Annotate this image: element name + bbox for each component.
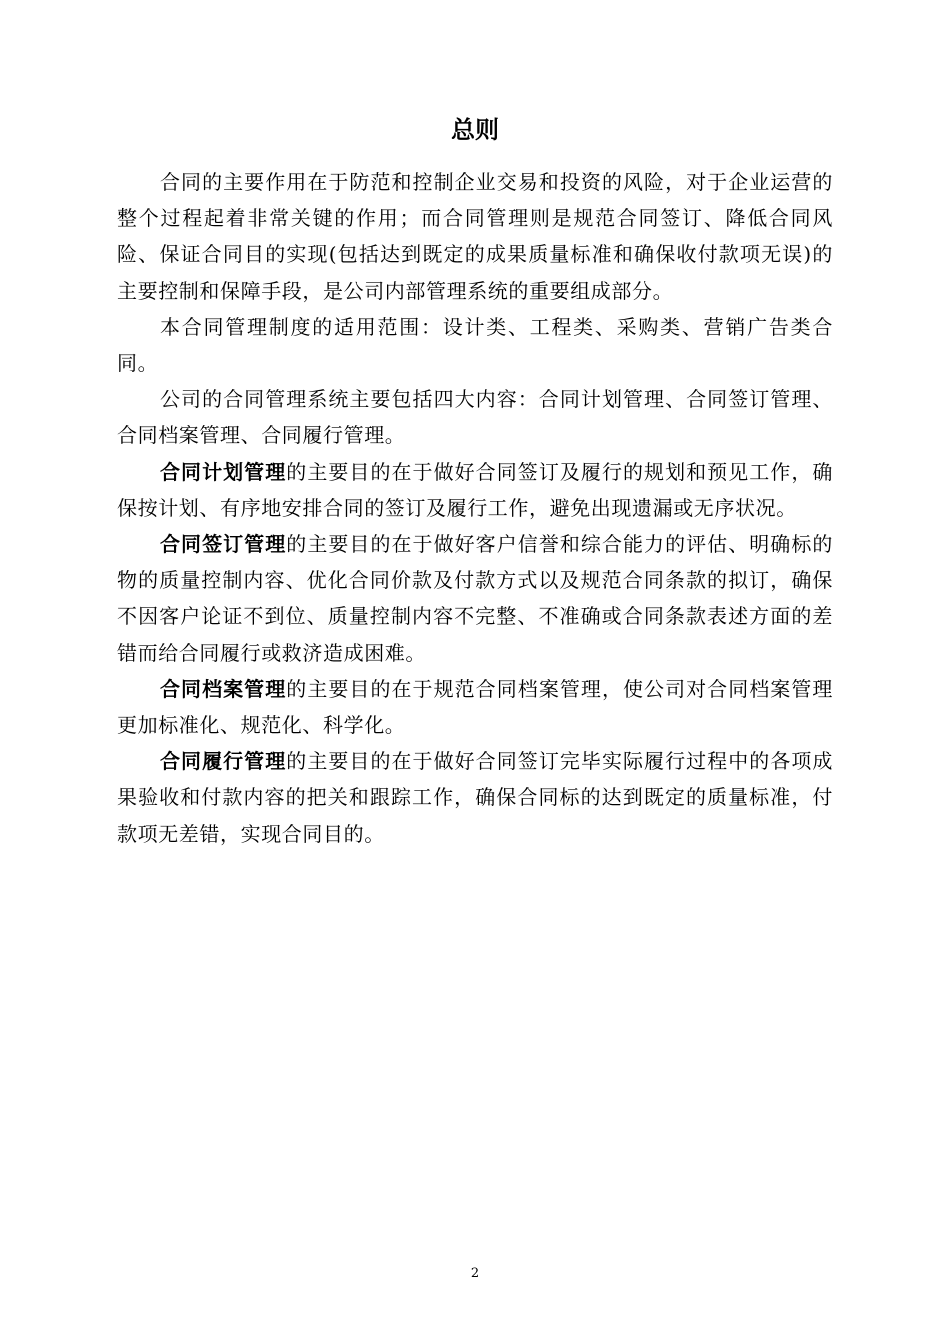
paragraph-lead-term: 合同履行管理 bbox=[160, 749, 287, 774]
paragraph-text: 的主要目的在于做好合同签订及履行的规划和预见工作，确保按计划、有序地安排合同的签订及履行工作，避免出现遗漏或无序状况。 bbox=[117, 459, 833, 520]
paragraph-text: 本合同管理制度的适用范围：设计类、工程类、采购类、营销广告类合同。 bbox=[117, 314, 833, 376]
paragraph-plan-management bbox=[117, 454, 833, 526]
paragraph-scope bbox=[117, 309, 833, 381]
page-title: 总则 bbox=[451, 116, 499, 144]
paragraph-text: 的主要目的在于做好客户信誉和综合能力的评估、明确标的物的质量控制内容、优化合同价款及付款方式以及规范合同条款的拟订，确保不因客户论证不到位、质量控制内容不完整、不准确或合同条款表述方面的差错而给合同履行或救济造成困难。 bbox=[117, 532, 833, 665]
paragraph-text: 合同的主要作用在于防范和控制企业交易和投资的风险，对于企业运营的整个过程起着非常关键的作用；而合同管理则是规范合同签订、降低合同风险、保证合同目的实现(包括达到既定的成果质量标准和确保收付款项无误)的主要控制和保障手段，是公司内部管理系统的重要组成部分。 bbox=[117, 170, 833, 303]
paragraph-lead-term: 合同签订管理 bbox=[160, 532, 287, 557]
paragraph-performance-management bbox=[117, 743, 833, 852]
paragraph-text: 的主要目的在于规范合同档案管理，使公司对合同档案管理更加标准化、规范化、科学化。 bbox=[117, 676, 833, 738]
page-number: 2 bbox=[470, 1266, 480, 1281]
paragraph-lead-term: 合同档案管理 bbox=[160, 676, 287, 701]
paragraph-text: 公司的合同管理系统主要包括四大内容：合同计划管理、合同签订管理、合同档案管理、合同履行管理。 bbox=[117, 387, 833, 448]
paragraph-purpose bbox=[117, 164, 833, 309]
document-body bbox=[117, 164, 833, 852]
paragraph-signing-management bbox=[117, 526, 833, 671]
paragraph-system-contents bbox=[117, 381, 833, 453]
paragraph-text: 的主要目的在于做好合同签订完毕实际履行过程中的各项成果验收和付款内容的把关和跟踪工作，确保合同标的达到既定的质量标准，付款项无差错，实现合同目的。 bbox=[117, 749, 833, 846]
paragraph-archive-management bbox=[117, 671, 833, 743]
paragraph-lead-term: 合同计划管理 bbox=[160, 459, 287, 484]
